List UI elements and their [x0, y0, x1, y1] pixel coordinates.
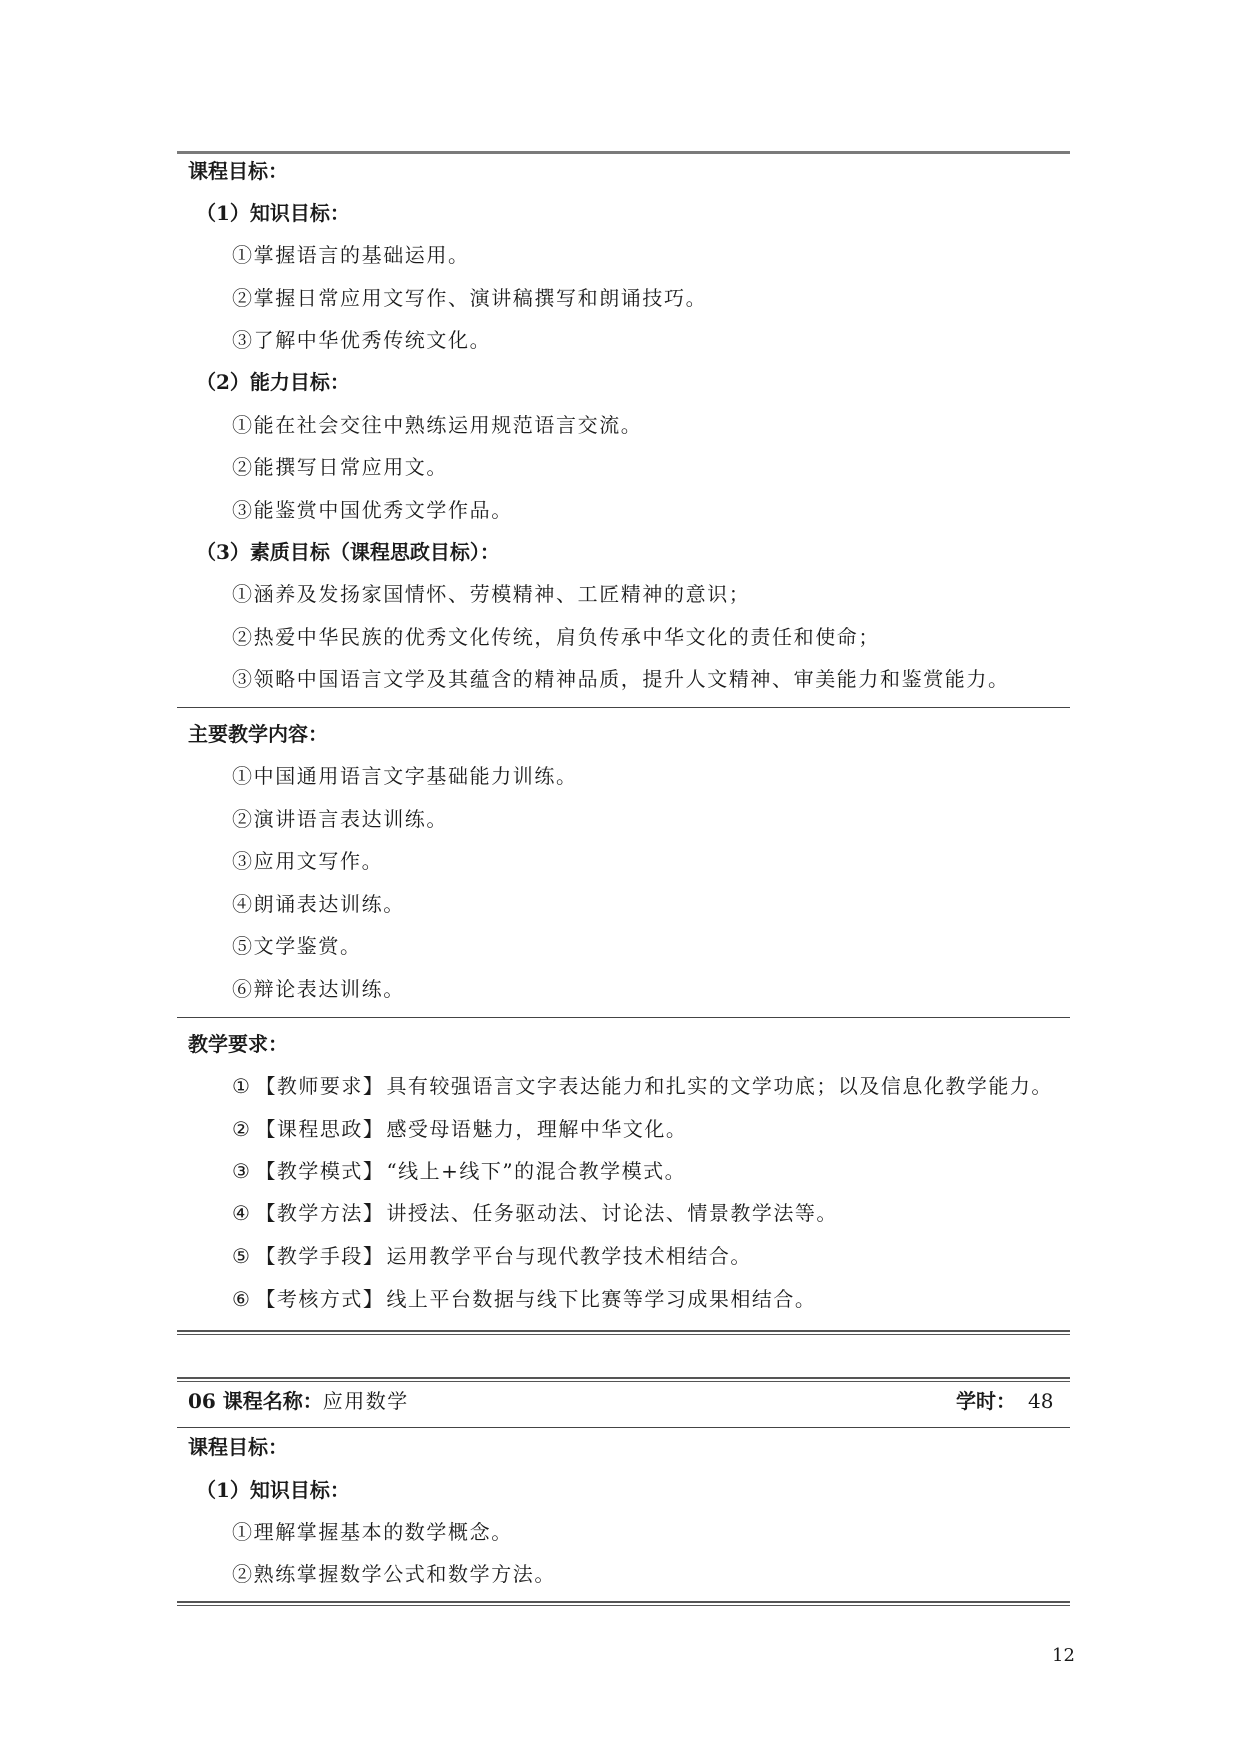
requirement-mark: ③ [232, 1159, 252, 1183]
content-item: ④朗诵表达训练。 [232, 892, 405, 916]
table-bottom-rule [177, 1601, 1070, 1606]
course06-knowledge-heading: （1）知识目标： [196, 1478, 350, 1502]
knowledge-goal-item: ①掌握语言的基础运用。 [232, 243, 470, 267]
requirement-text: 讲授法、任务驱动法、讨论法、情景教学法等。 [386, 1201, 838, 1225]
ability-goal-item: ②能撰写日常应用文。 [232, 455, 448, 479]
quality-goal-item: ①涵养及发扬家国情怀、劳模精神、工匠精神的意识； [232, 582, 751, 606]
requirement-tag: 【教学方法】 [255, 1201, 385, 1225]
requirement-mark: ① [232, 1074, 252, 1098]
content-item: ③应用文写作。 [232, 849, 384, 873]
knowledge-goal-item: ②掌握日常应用文写作、演讲稿撰写和朗诵技巧。 [232, 286, 708, 310]
section-divider [177, 707, 1070, 708]
requirement-tag: 【考核方式】 [255, 1287, 385, 1311]
top-rule [177, 151, 1070, 154]
requirement-tag: 【教学模式】 [255, 1159, 385, 1183]
content-heading: 主要教学内容： [188, 722, 328, 746]
quality-goals-heading: （3）素质目标（课程思政目标）： [196, 540, 500, 564]
requirement-tag: 【教学手段】 [255, 1244, 385, 1268]
quality-goal-item: ③领略中国语言文学及其蕴含的精神品质，提升人文精神、审美能力和鉴赏能力。 [232, 667, 1010, 691]
knowledge-goal-item: ③了解中华优秀传统文化。 [232, 328, 492, 352]
requirement-mark: ⑤ [232, 1244, 252, 1268]
requirement-text: 线上平台数据与线下比赛等学习成果相结合。 [386, 1287, 817, 1311]
requirement-text: “线上+线下”的混合教学模式。 [386, 1159, 687, 1183]
knowledge-goals-heading: （1）知识目标： [196, 201, 350, 225]
ability-goals-heading: （2）能力目标： [196, 370, 350, 394]
requirement-item [232, 1158, 686, 1184]
page-number: 12 [1052, 1645, 1075, 1666]
course-name-value: 应用数学 [322, 1389, 409, 1413]
requirement-mark: ⑥ [232, 1287, 252, 1311]
requirement-item [232, 1073, 1053, 1099]
requirement-item [232, 1200, 838, 1226]
requirement-item [232, 1243, 752, 1269]
course-name-row [188, 1388, 409, 1414]
content-item: ①中国通用语言文字基础能力训练。 [232, 764, 578, 788]
requirement-mark: ② [232, 1117, 252, 1141]
requirement-text: 感受母语魅力，理解中华文化。 [386, 1117, 688, 1141]
requirement-text: 具有较强语言文字表达能力和扎实的文学功底；以及信息化教学能力。 [386, 1074, 1053, 1098]
table-top-rule [177, 1377, 1070, 1382]
requirement-tag: 【教师要求】 [255, 1074, 385, 1098]
table-bottom-rule [177, 1330, 1070, 1335]
course06-knowledge-item: ①理解掌握基本的数学概念。 [232, 1520, 513, 1544]
requirement-tag: 【课程思政】 [255, 1117, 385, 1141]
requirements-heading: 教学要求： [188, 1032, 288, 1056]
content-item: ②演讲语言表达训练。 [232, 807, 448, 831]
section-divider [177, 1427, 1070, 1428]
ability-goal-item: ③能鉴赏中国优秀文学作品。 [232, 498, 513, 522]
requirement-mark: ④ [232, 1201, 252, 1225]
hours-value: 48 [1028, 1389, 1054, 1413]
course06-goals-heading: 课程目标： [188, 1435, 288, 1459]
hours-label: 学时： [956, 1389, 1016, 1413]
course-name-label: 06 课程名称： [188, 1389, 323, 1413]
goals-heading: 课程目标： [188, 159, 288, 183]
requirement-text: 运用教学平台与现代教学技术相结合。 [386, 1244, 752, 1268]
content-item: ⑥辩论表达训练。 [232, 977, 405, 1001]
content-item: ⑤文学鉴赏。 [232, 934, 362, 958]
ability-goal-item: ①能在社会交往中熟练运用规范语言交流。 [232, 413, 643, 437]
requirement-item [232, 1286, 816, 1312]
section-divider [177, 1017, 1070, 1018]
course06-knowledge-item: ②熟练掌握数学公式和数学方法。 [232, 1562, 556, 1586]
quality-goal-item: ②热爱中华民族的优秀文化传统，肩负传承中华文化的责任和使命； [232, 625, 880, 649]
requirement-item [232, 1116, 687, 1142]
